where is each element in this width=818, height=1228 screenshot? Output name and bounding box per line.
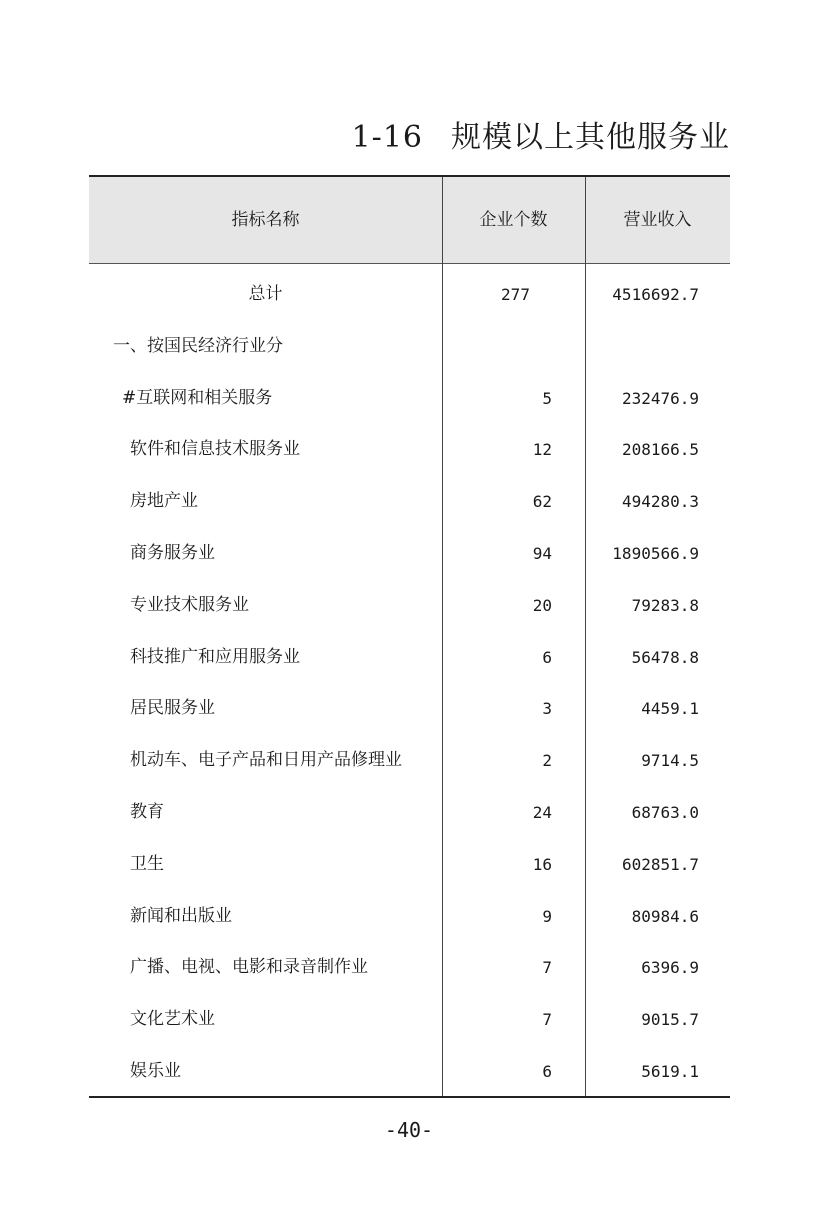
data-table (89, 175, 730, 1098)
row-indicator-name: 房地产业 (130, 491, 198, 512)
table-row (89, 942, 730, 994)
row-enterprise-count: 62 (532, 492, 552, 512)
row-indicator-name: 专业技术服务业 (130, 594, 249, 615)
table-row (89, 424, 730, 476)
row-enterprise-count: 94 (532, 543, 552, 563)
row-operating-revenue: 232476.9 (621, 388, 699, 408)
row-indicator-name: 软件和信息技术服务业 (130, 439, 300, 460)
table-header (89, 177, 730, 264)
table-row (89, 891, 730, 943)
page-title (352, 112, 730, 156)
table-row (89, 580, 730, 632)
table-row (89, 269, 730, 321)
row-operating-revenue: 80984.6 (631, 906, 699, 926)
row-operating-revenue: 4516692.7 (612, 285, 699, 304)
row-operating-revenue: 1890566.9 (612, 543, 699, 563)
table-row (89, 839, 730, 891)
row-enterprise-count: 3 (542, 699, 552, 719)
table-row (89, 321, 730, 373)
header-indicator-name: 指标名称 (231, 210, 300, 230)
row-indicator-name: 居民服务业 (130, 698, 215, 719)
row-enterprise-count: 20 (532, 595, 552, 615)
row-operating-revenue: 9015.7 (641, 1010, 699, 1030)
row-enterprise-count: 5 (542, 388, 552, 408)
row-indicator-name: 娱乐业 (130, 1060, 181, 1081)
header-enterprise-count: 企业个数 (479, 210, 548, 230)
table-number: 1-16 (351, 120, 423, 155)
row-operating-revenue: 79283.8 (631, 595, 699, 615)
row-operating-revenue: 494280.3 (621, 492, 699, 512)
row-operating-revenue: 208166.5 (621, 440, 699, 460)
row-enterprise-count: 6 (542, 647, 552, 667)
row-indicator-name: 总计 (248, 284, 283, 304)
row-enterprise-count: 6 (542, 1061, 552, 1081)
table-body (89, 269, 730, 1098)
row-indicator-name: 教育 (130, 801, 164, 822)
row-enterprise-count: 24 (532, 802, 552, 822)
row-operating-revenue: 6396.9 (641, 958, 699, 978)
table-row (89, 373, 730, 425)
table-title: 规模以上其他服务业 (451, 120, 730, 155)
row-indicator-name: 一、按国民经济行业分 (113, 335, 283, 356)
row-operating-revenue: 68763.0 (631, 802, 699, 822)
table-row (89, 994, 730, 1046)
table-row (89, 1046, 730, 1098)
row-operating-revenue (585, 321, 699, 373)
page-number: -40- (384, 1118, 434, 1142)
row-indicator-name: 新闻和出版业 (130, 905, 232, 926)
row-indicator-name: 科技推广和应用服务业 (130, 646, 300, 667)
row-indicator-name: 机动车、电子产品和日用产品修理业 (130, 750, 402, 771)
row-enterprise-count: 9 (542, 906, 552, 926)
row-indicator-name: #互联网和相关服务 (122, 387, 273, 408)
row-indicator-name: 商务服务业 (130, 542, 215, 563)
row-indicator-name: 文化艺术业 (130, 1009, 215, 1030)
row-indicator-name: 卫生 (130, 853, 164, 874)
table-row (89, 476, 730, 528)
table-row (89, 735, 730, 787)
row-indicator-name: 广播、电视、电影和录音制作业 (130, 957, 368, 978)
row-enterprise-count: 2 (542, 751, 552, 771)
row-operating-revenue: 5619.1 (641, 1061, 699, 1081)
table-row (89, 632, 730, 684)
row-enterprise-count: 7 (542, 958, 552, 978)
table-row (89, 528, 730, 580)
row-enterprise-count: 277 (501, 285, 530, 304)
row-operating-revenue: 4459.1 (641, 699, 699, 719)
row-operating-revenue: 602851.7 (621, 854, 699, 874)
row-enterprise-count (442, 321, 552, 373)
header-operating-revenue: 营业收入 (623, 210, 692, 230)
row-operating-revenue: 56478.8 (631, 647, 699, 667)
row-enterprise-count: 7 (542, 1010, 552, 1030)
row-operating-revenue: 9714.5 (641, 751, 699, 771)
table-row (89, 787, 730, 839)
row-enterprise-count: 12 (532, 440, 552, 460)
row-enterprise-count: 16 (532, 854, 552, 874)
table-row (89, 683, 730, 735)
